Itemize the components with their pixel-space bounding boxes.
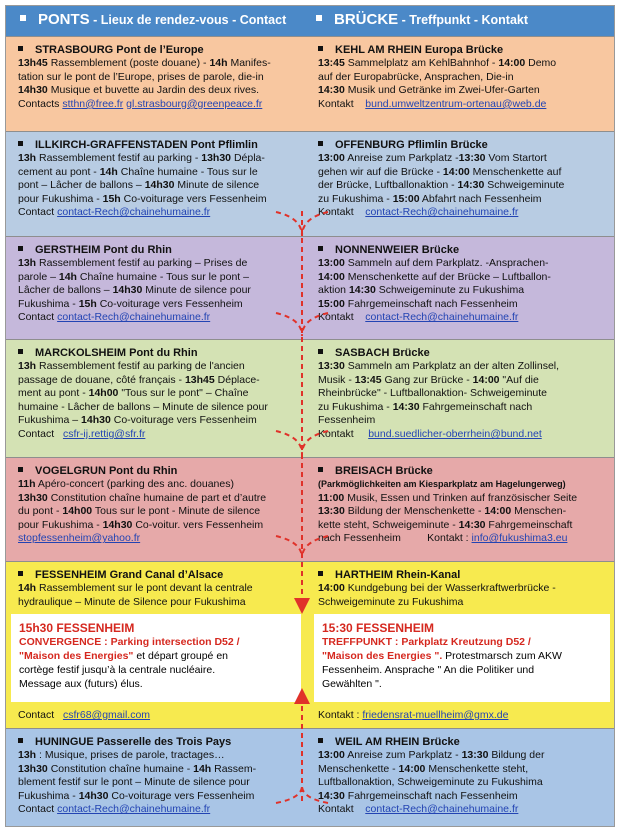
location-title: OFFENBURG Pflimlin Brücke <box>318 132 608 152</box>
fessenheim-fr <box>18 562 300 609</box>
bullet-icon <box>18 141 23 146</box>
program-line: 13:30 Sammeln am Parkplatz an der alten Zollinsel, <box>318 360 560 372</box>
location-title: ILLKIRCH-GRAFFENSTADEN Pont Pflimlin <box>18 132 300 152</box>
program-line: zu Fukushima - 14:30 Fahrgemeinschaft nach <box>318 400 533 413</box>
vogelgrun-fr <box>18 458 300 546</box>
program-line: Fukushima - 14h30 Co-voiturage vers Fessenheim <box>18 789 255 802</box>
gerstheim-fr <box>18 237 300 325</box>
contact-email-link[interactable]: info@fukushima3.eu <box>471 532 568 545</box>
contact-email-link[interactable]: contact-Rech@chainehumaine.fr <box>57 206 211 219</box>
bullet-icon <box>18 246 23 251</box>
program-line: 13:45 Sammelplatz am KehlBahnhof - 14:00 Demo <box>318 57 557 69</box>
program-line: 14:00 Menschenkette auf der Brücke – Luftballon- <box>318 270 551 283</box>
program-line: auf der Europabrücke, Ansprachen, Die-in <box>318 70 514 83</box>
location-title: BREISACH Brücke <box>318 458 608 478</box>
program-line: 11h Apéro-concert (parking des anc. douanes) <box>18 478 234 490</box>
location-title: HARTHEIM Rhein-Kanal <box>318 562 608 582</box>
contact-email-link[interactable]: csfr-ij.rettig@sfr.fr <box>62 427 146 440</box>
parking-note: (Parkmöglichkeiten am Kiesparkplatz am Hagelungerweg) <box>318 479 566 489</box>
huningue-de <box>318 729 608 817</box>
program-line: humaine - Lâcher de ballons – Minute de silence pour <box>18 400 268 413</box>
contact-line: Contact csfr-ij.rettig@sfr.fr <box>18 427 146 440</box>
location-title: FESSENHEIM Grand Canal d’Alsace <box>18 562 300 582</box>
program-line: aktion 14:30 Schweigeminute zu Fukushima <box>318 284 525 297</box>
program-line: 14:30 Musik und Getränke im Zwei-Ufer-Garten <box>318 84 540 97</box>
convergence-line: "Maison des Energies" et départ groupé en <box>19 650 228 662</box>
convergence-line: Message aux (futurs) élus. <box>19 678 143 690</box>
location-title: KEHL AM RHEIN Europa Brücke <box>318 37 608 57</box>
program-line: passage de douane, côté français - 13h45 Déplace- <box>18 373 260 386</box>
program-line: du pont - 14h00 Tous sur le pont - Minute de silence <box>18 505 261 518</box>
location-title: GERSTHEIM Pont du Rhin <box>18 237 300 257</box>
location-title: HUNINGUE Passerelle des Trois Pays <box>18 729 300 749</box>
program-line: der Brücke, Luftballonaktion - 14:30 Schweigeminute <box>318 179 565 192</box>
program-line: Luftballonaktion, Schweigeminute zu Fukushima <box>318 776 543 789</box>
events-table <box>5 5 615 827</box>
program-line: 14:30 Fahrgemeinschaft nach Fessenheim <box>318 789 518 802</box>
contact-line: Contact contact-Rech@chainehumaine.fr <box>18 311 211 324</box>
program-line: 14:00 Kundgebung bei der Wasserkraftwerbrücke - <box>318 582 556 594</box>
program-line: 13h30 Constitution chaîne humaine de part et d’autre <box>18 491 267 504</box>
bullet-icon <box>318 738 323 743</box>
contact-email-link[interactable]: stopfessenheim@yahoo.fr <box>18 532 141 545</box>
program-line: 11:00 Musik, Essen und Trinken auf französischer Seite <box>318 491 578 504</box>
contact-line: Kontakt bund.umweltzentrum-ortenau@web.de <box>318 97 547 110</box>
bullet-icon <box>318 349 323 354</box>
program-line: zu Fukushima - 15:00 Abfahrt nach Fessenheim <box>318 192 542 205</box>
strasbourg-de <box>318 37 608 111</box>
program-line: pont – Lâcher de ballons – 14h30 Minute de silence <box>18 179 260 192</box>
convergence-place: TREFFPUNKT : Parkplatz Kreutzung D52 / <box>322 636 531 648</box>
program-line: 13:00 Sammeln auf dem Parkplatz. -Ansprachen- <box>318 257 549 269</box>
convergence-line: cortège festif jusqu’à la centrale nucléaire. <box>19 664 216 676</box>
fessenheim-de <box>318 562 608 609</box>
gerstheim-de <box>318 237 608 325</box>
header-left-subtitle: - Lieux de rendez-vous - Contact <box>89 13 287 27</box>
contact-line: Kontakt contact-Rech@chainehumaine.fr <box>318 803 519 816</box>
program-line: hydraulique – Minute de Silence pour Fukushima <box>18 595 246 608</box>
program-line: 13:30 Bildung der Menschenkette - 14:00 Menschen- <box>318 505 567 518</box>
program-line: pour Fukushima - 15h Co-voiturage vers Fessenheim <box>18 192 267 205</box>
bullet-icon <box>20 15 26 21</box>
fessenheim-de-contact <box>318 709 608 723</box>
program-line: tation sur le pont de l’Europe, prises de parole, die-in <box>18 70 264 83</box>
row-illkirch <box>6 131 614 236</box>
bullet-icon <box>318 46 323 51</box>
header-left-title: PONTS <box>38 11 90 28</box>
contact-line <box>18 532 300 546</box>
contact-line: Kontakt contact-Rech@chainehumaine.fr <box>318 311 519 324</box>
location-title: NONNENWEIER Brücke <box>318 237 608 257</box>
program-line: gehen wir auf die Brücke - 14:00 Menschenkette auf <box>318 165 562 178</box>
location-title: MARCKOLSHEIM Pont du Rhin <box>18 340 300 360</box>
program-line: Fukushima – 14h30 Co-voiturage vers Fessenheim <box>18 414 257 427</box>
row-gerstheim <box>6 236 614 339</box>
contact-email-link[interactable]: gl.strasbourg@greenpeace.fr <box>126 97 263 110</box>
vogelgrun-de <box>318 458 608 546</box>
program-line: Musik - 13:45 Gang zur Brücke - 14:00 "Auf die <box>318 373 539 386</box>
program-line: 13h : Musique, prises de parole, tractages… <box>18 749 225 761</box>
program-line: parole – 14h Chaîne humaine - Tous sur le pont – <box>18 270 249 283</box>
convergence-heading: 15:30 FESSENHEIM <box>322 621 435 635</box>
contact-email-link[interactable]: contact-Rech@chainehumaine.fr <box>365 206 519 219</box>
huningue-fr <box>18 729 300 817</box>
row-vogelgrun <box>6 457 614 561</box>
program-line: 15:00 Fahrgemeinschaft nach Fessenheim <box>318 297 518 310</box>
row-strasbourg <box>6 36 614 131</box>
program-line: pour Fukushima - 14h30 Co-voitur. vers Fessenheim <box>18 518 264 531</box>
program-line: 13:00 Anreise zum Parkplatz - 13:30 Bildung der <box>318 749 545 761</box>
bullet-icon <box>318 141 323 146</box>
contact-email-link[interactable]: contact-Rech@chainehumaine.fr <box>57 803 211 816</box>
contact-email-link[interactable]: csfr68@gmail.com <box>62 709 151 721</box>
location-title: WEIL AM RHEIN Brücke <box>318 729 608 749</box>
program-line: 13h Rassemblement festif au parking - 13h30 Dépla- <box>18 152 265 164</box>
contact-email-link[interactable]: contact-Rech@chainehumaine.fr <box>57 311 211 324</box>
convergence-line: Gewählten ". <box>322 678 382 690</box>
contact-line: Kontakt contact-Rech@chainehumaine.fr <box>318 206 519 219</box>
bullet-icon <box>18 46 23 51</box>
illkirch-de <box>318 132 608 220</box>
header-right-subtitle: - Treffpunkt - Kontakt <box>398 13 529 27</box>
convergence-heading: 15h30 FESSENHEIM <box>19 621 135 635</box>
contact-line: Contacts stthn@free.fr gl.strasbourg@greenpeace.fr <box>18 97 263 110</box>
bullet-icon <box>318 467 323 472</box>
program-line: Menschenkette - 14:00 Menschenkette steht, <box>318 762 529 775</box>
marckolsheim-de <box>318 340 608 442</box>
header-right <box>316 11 528 28</box>
bullet-icon <box>18 467 23 472</box>
bullet-icon <box>18 571 23 576</box>
contact-line: Kontakt bund.suedlicher-oberrhein@bund.net <box>318 427 542 440</box>
convergence-box-de <box>314 614 610 702</box>
program-line: 13h Rassemblement festif au parking de l'ancien <box>18 360 245 372</box>
program-line: 14h Rassemblement sur le pont devant la centrale <box>18 582 253 594</box>
program-line: Schweigeminute zu Fukushima <box>318 595 464 608</box>
convergence-line: "Maison des Energies ". Protestmarsch zum AKW <box>322 650 562 662</box>
contact-email-link[interactable]: contact-Rech@chainehumaine.fr <box>365 311 519 324</box>
contact-line: Kontakt : friedensrat-muellheim@gmx.de <box>318 709 509 721</box>
row-huningue <box>6 728 614 826</box>
illkirch-fr <box>18 132 300 220</box>
bullet-icon <box>18 349 23 354</box>
contact-line: nach Fessenheim Kontakt : info@fukushima3.eu <box>318 532 568 545</box>
convergence-box-fr <box>11 614 301 702</box>
program-line: 14h30 Musique et buvette au Jardin des deux rives. <box>18 84 260 97</box>
contact-line: Contact csfr68@gmail.com <box>18 709 151 721</box>
program-line: 13h45 Rassemblement (poste douane) - 14h Manifes- <box>18 57 271 69</box>
header-right-title: BRÜCKE <box>334 11 399 28</box>
program-line: ment au pont - 14h00 "Tous sur le pont" – Chaîne <box>18 387 249 400</box>
location-title: VOGELGRUN Pont du Rhin <box>18 458 300 478</box>
marckolsheim-fr <box>18 340 300 442</box>
program-line: cement au pont - 14h Chaîne humaine - Tous sur le <box>18 165 258 178</box>
fessenheim-fr-contact <box>18 709 300 723</box>
table-header <box>6 6 614 36</box>
contact-email-link[interactable]: contact-Rech@chainehumaine.fr <box>365 803 519 816</box>
bullet-icon <box>318 246 323 251</box>
program-line: 13h30 Constitution chaîne humaine - 14h Rassem- <box>18 762 257 775</box>
contact-email-link[interactable]: friedensrat-muellheim@gmx.de <box>362 709 509 721</box>
contact-email-link[interactable]: bund.umweltzentrum-ortenau@web.de <box>365 97 547 110</box>
program-line: Fessenheim <box>318 414 376 427</box>
bullet-icon <box>318 571 323 576</box>
program-line: Lâcher de ballons – 14h30 Minute de silence pour <box>18 284 251 297</box>
bullet-icon <box>316 15 322 21</box>
program-line: Fukushima - 15h Co-voiturage vers Fessenheim <box>18 297 243 310</box>
convergence-line: Fessenheim. Ansprache " An die Politiker und <box>322 664 535 676</box>
strasbourg-fr <box>18 37 300 111</box>
program-line: kette steht, Schweigeminute - 14:30 Fahrgemeinschaft <box>318 518 573 531</box>
header-left <box>20 11 286 28</box>
contact-email-link[interactable]: bund.suedlicher-oberrhein@bund.net <box>368 427 542 440</box>
location-title: STRASBOURG Pont de l’Europe <box>18 37 300 57</box>
bullet-icon <box>18 738 23 743</box>
contact-email-link[interactable]: stthn@free.fr <box>62 97 124 110</box>
contact-line: Contact contact-Rech@chainehumaine.fr <box>18 803 211 816</box>
location-title: SASBACH Brücke <box>318 340 608 360</box>
program-line: Rheinbrücke" - Luftballonaktion- Schweigeminute <box>318 387 548 400</box>
program-line: blement festif sur le pont – Minute de silence pour <box>18 776 250 789</box>
row-fessenheim <box>6 561 614 728</box>
convergence-place: CONVERGENCE : Parking intersection D52 / <box>19 636 240 648</box>
program-line: 13h Rassemblement festif au parking – Prises de <box>18 257 248 269</box>
program-line: 13:00 Anreise zum Parkplatz -13:30 Vom Startort <box>318 152 547 164</box>
contact-line: Contact contact-Rech@chainehumaine.fr <box>18 206 211 219</box>
row-marckolsheim <box>6 339 614 457</box>
